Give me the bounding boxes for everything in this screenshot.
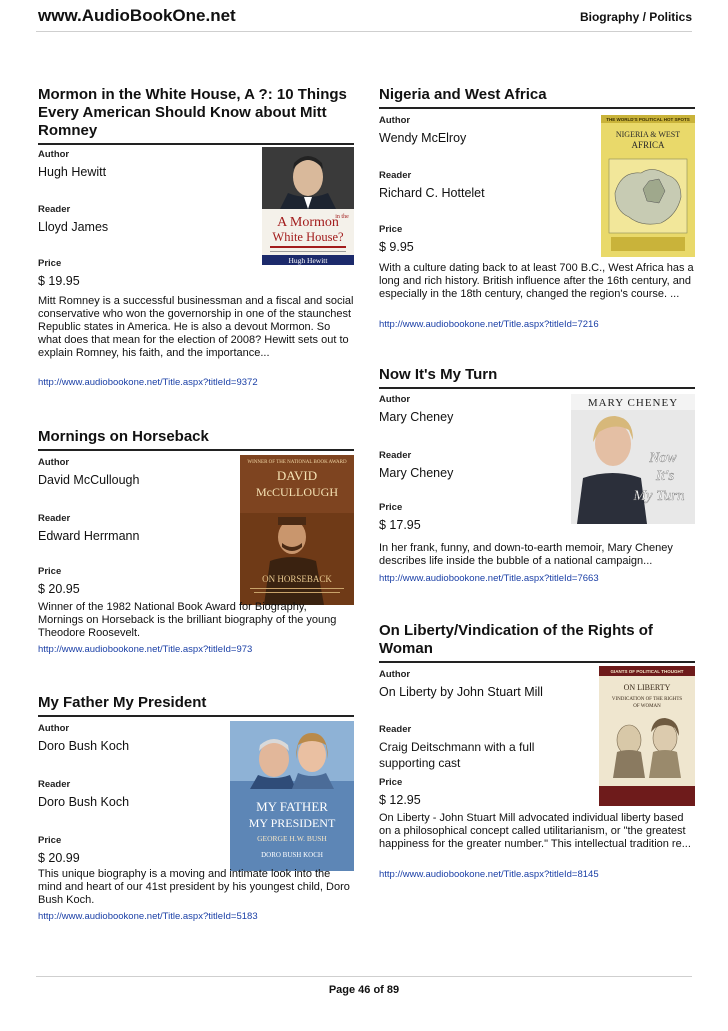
reader-field (38, 779, 129, 811)
book-link[interactable]: http://www.audiobookone.net/Title.aspx?titleId=7663 (379, 573, 599, 584)
price-value: $ 20.95 (38, 582, 80, 596)
author-field (38, 457, 139, 489)
cover-bottom: ON HORSEBACK (262, 574, 332, 584)
author-label: Author (38, 457, 70, 468)
cover-line3: OF WOMAN (633, 704, 661, 709)
cover-line1: A Mormon (277, 215, 339, 230)
book-entry (379, 622, 695, 880)
book-description: On Liberty - John Stuart Mill advocated individual liberty based on a philosophical concept called utilitarianism, or "the greatest happiness for the greater number." This intellectual tradition re... (379, 812, 691, 850)
reader-value: Craig Deitschmann with a full supporting cast (379, 740, 535, 770)
book-link[interactable]: http://www.audiobookone.net/Title.aspx?titleId=7216 (379, 319, 599, 330)
book-title: Now It's My Turn (379, 366, 695, 389)
cover-name1: DAVID (276, 468, 318, 483)
price-value: $ 17.95 (379, 518, 421, 532)
book-title: Mormon in the White House, A ?: 10 Things Every American Should Know about Mitt Romney (38, 86, 354, 145)
cover-line1: NIGERIA & WEST (615, 130, 681, 139)
price-field (38, 258, 80, 290)
reader-value: Mary Cheney (379, 466, 454, 480)
reader-value: Lloyd James (38, 220, 109, 234)
book-description: With a culture dating back to at least 700 B.C., West Africa has a long and rich history. British influence after the 16th century, and especially in the 18th century, changed the region's course. ... (379, 262, 694, 300)
cover-line1: ON LIBERTY (623, 683, 671, 692)
category-label: Biography / Politics (579, 10, 692, 24)
price-label: Price (38, 258, 62, 269)
cover-name2: McCULLOUGH (256, 485, 338, 499)
author-value: David McCullough (38, 473, 140, 487)
book-description: Mitt Romney is a successful businessman and a fiscal and social conservative who won the governorship in one of the staunchest Republic states in America. He is also a devout Mormon. So what does that mean for the election of 2008? Hewitt sets out to explain Romney, his faith, and the importance... (38, 295, 354, 359)
footer-rule (36, 976, 692, 977)
author-field (38, 723, 129, 755)
book-title: Mornings on Horseback (38, 428, 354, 451)
cover-top: THE WORLD'S POLITICAL HOT SPOTS (606, 117, 690, 122)
book-cover[interactable] (571, 394, 695, 524)
price-label: Price (38, 566, 62, 577)
book-description: Winner of the 1982 National Book Award for Biography, Mornings on Horseback is the brilliant biography of the young Theodore Roosevelt. (38, 601, 337, 639)
book-link[interactable]: http://www.audiobookone.net/Title.aspx?titleId=9372 (38, 377, 258, 388)
book-entry (38, 86, 354, 388)
reader-label: Reader (379, 450, 412, 461)
cover-line2: in the (335, 214, 349, 220)
reader-label: Reader (38, 204, 71, 215)
author-value: Wendy McElroy (379, 131, 467, 145)
cover-top: GIANTS OF POLITICAL THOUGHT (610, 669, 684, 674)
price-label: Price (379, 224, 403, 235)
author-value: Hugh Hewitt (38, 165, 107, 179)
cover-byline: DORO BUSH KOCH (261, 851, 323, 859)
author-label: Author (379, 669, 411, 680)
cover-line3: My Turn (633, 488, 685, 504)
book-title: On Liberty/Vindication of the Rights of Woman (379, 622, 695, 663)
reader-field (379, 170, 485, 202)
reader-field (38, 204, 108, 236)
reader-field (38, 513, 139, 545)
book-cover[interactable] (240, 455, 354, 605)
header-rule (36, 31, 692, 32)
reader-label: Reader (379, 724, 412, 735)
author-value: Mary Cheney (379, 410, 454, 424)
reader-value: Edward Herrmann (38, 529, 140, 543)
page-number: Page 46 of 89 (328, 984, 400, 996)
price-value: $ 9.95 (379, 240, 414, 254)
reader-label: Reader (379, 170, 412, 181)
reader-field (379, 724, 559, 771)
cover-top: MARY CHENEY (587, 397, 679, 409)
cover-line3: GEORGE H.W. BUSH (257, 834, 327, 843)
author-field (379, 115, 466, 147)
author-field (379, 394, 453, 426)
price-label: Price (379, 502, 403, 513)
price-field (38, 566, 80, 598)
book-description: In her frank, funny, and down-to-earth memoir, Mary Cheney describes life inside the bubble of a national campaign... (379, 542, 673, 567)
price-label: Price (38, 835, 62, 846)
book-cover[interactable] (230, 721, 354, 871)
reader-field (379, 450, 453, 482)
price-field (379, 502, 421, 534)
cover-line2: It's (655, 468, 675, 484)
price-value: $ 19.95 (38, 274, 80, 288)
book-cover[interactable] (262, 147, 354, 265)
cover-byline: Hugh Hewitt (288, 256, 328, 265)
price-label: Price (379, 777, 403, 788)
book-cover[interactable] (599, 666, 695, 806)
author-value: On Liberty by John Stuart Mill (379, 685, 543, 699)
cover-line2: AFRICA (631, 140, 665, 150)
reader-label: Reader (38, 779, 71, 790)
author-field (379, 669, 543, 701)
cover-line2: MY PRESIDENT (248, 816, 336, 830)
book-entry (379, 366, 695, 584)
cover-line1: Now (649, 450, 677, 466)
author-label: Author (379, 394, 411, 405)
cover-top: WINNER OF THE NATIONAL BOOK AWARD (247, 460, 347, 465)
price-value: $ 12.95 (379, 793, 421, 807)
book-title: Nigeria and West Africa (379, 86, 695, 109)
author-field (38, 149, 106, 181)
price-value: $ 20.99 (38, 851, 80, 865)
site-title: www.AudioBookOne.net (38, 6, 236, 25)
author-value: Doro Bush Koch (38, 739, 130, 753)
book-entry (38, 694, 354, 922)
book-link[interactable]: http://www.audiobookone.net/Title.aspx?titleId=8145 (379, 869, 599, 880)
book-cover[interactable] (601, 115, 695, 257)
cover-line2: VINDICATION OF THE RIGHTS (611, 697, 683, 702)
reader-label: Reader (38, 513, 71, 524)
book-entry (38, 428, 354, 655)
book-link[interactable]: http://www.audiobookone.net/Title.aspx?titleId=973 (38, 644, 253, 655)
author-label: Author (379, 115, 411, 126)
price-field (379, 224, 414, 256)
price-field (379, 777, 421, 809)
price-field (38, 835, 80, 867)
reader-value: Richard C. Hottelet (379, 186, 485, 200)
author-label: Author (38, 723, 70, 734)
author-label: Author (38, 149, 70, 160)
book-entry (379, 86, 695, 330)
reader-value: Doro Bush Koch (38, 795, 130, 809)
book-title: My Father My President (38, 694, 354, 717)
book-description: This unique biography is a moving and intimate look into the mind and heart of our 41st president by his youngest child, Doro Bush Koch. (38, 868, 350, 906)
book-link[interactable]: http://www.audiobookone.net/Title.aspx?titleId=5183 (38, 911, 258, 922)
cover-line1: MY FATHER (256, 799, 328, 814)
cover-line3: White House? (272, 230, 344, 244)
